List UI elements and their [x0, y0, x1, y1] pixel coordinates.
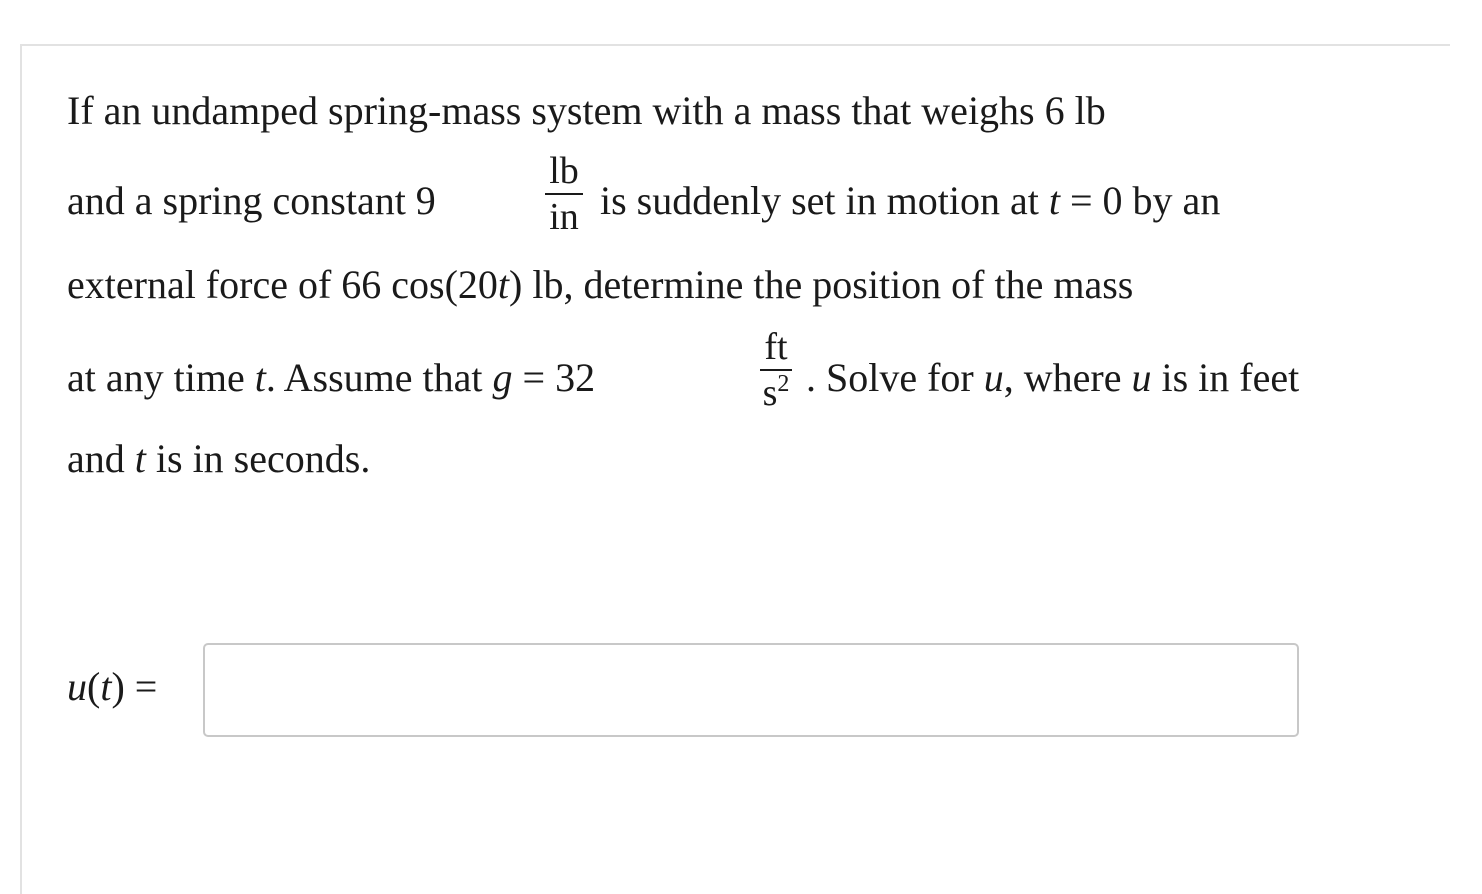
problem-line-4 — [67, 355, 595, 401]
problem-text: is in feet — [1161, 355, 1300, 400]
problem-line-4-cont — [806, 355, 1299, 401]
problem-text: = 32 — [522, 355, 596, 400]
fraction-numerator: ft — [764, 326, 788, 368]
fraction-ft-per-s2 — [756, 328, 796, 412]
problem-line-2-cont — [600, 178, 1220, 224]
fraction-numerator: lb — [549, 150, 579, 192]
variable-u: u — [1131, 355, 1152, 400]
fraction-denominator: $s^2$ — [762, 371, 790, 414]
problem-line-1 — [67, 88, 1106, 134]
variable-t: t — [254, 355, 266, 400]
problem-text: is suddenly set in motion at — [600, 178, 1039, 223]
problem-text: at any time — [67, 355, 245, 400]
variable-t: t — [497, 262, 510, 307]
problem-line-2 — [67, 178, 436, 224]
answer-label: u(t) = — [67, 664, 158, 709]
variable-t: t — [134, 436, 146, 481]
variable-t: t — [1048, 178, 1060, 223]
variable-g: g — [492, 355, 513, 400]
fraction-lb-per-in — [541, 152, 587, 236]
fraction-bar — [545, 193, 583, 195]
problem-text: external force of 66 cos(20 — [67, 262, 498, 307]
problem-text: ) lb, determine the position of the mass — [509, 262, 1134, 307]
problem-text: is in seconds. — [155, 436, 371, 481]
problem-text: . Assume that — [265, 355, 483, 400]
answer-input[interactable] — [203, 643, 1299, 737]
problem-text: . Solve for — [806, 355, 974, 400]
problem-text: , where — [1003, 355, 1122, 400]
problem-line-5 — [67, 436, 370, 482]
problem-text: and a spring constant 9 — [67, 178, 436, 223]
problem-text: = 0 by an — [1070, 178, 1221, 223]
fraction-denominator: in — [549, 196, 579, 238]
problem-text: and — [67, 436, 125, 481]
variable-u: u — [983, 355, 1004, 400]
problem-line-3 — [67, 262, 1133, 308]
problem-text: If an undamped spring-mass system with a mass that weighs 6 lb — [67, 88, 1106, 133]
